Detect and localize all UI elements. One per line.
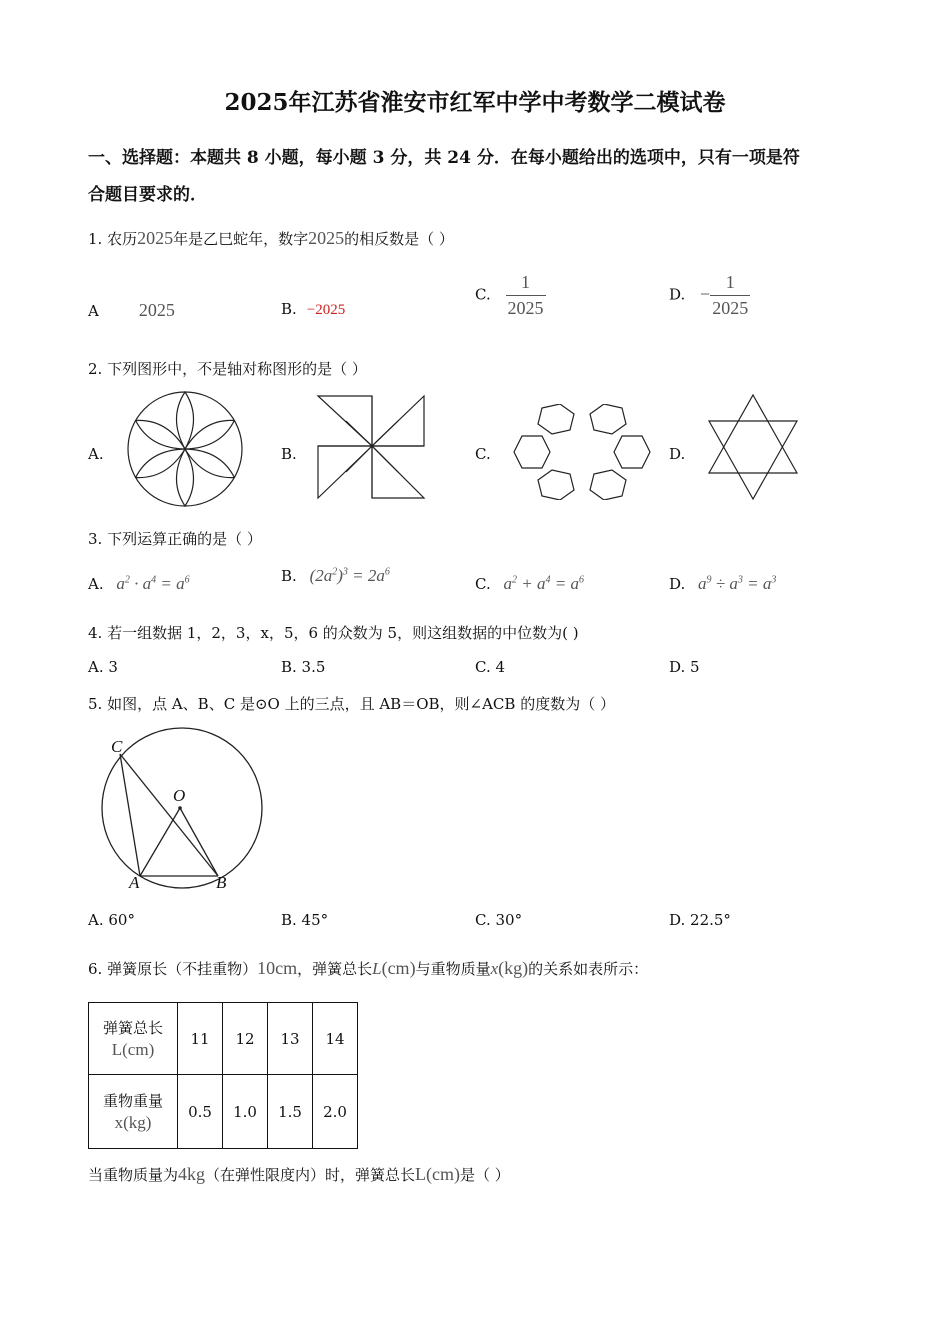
q2-option-c-label: C.: [475, 445, 491, 463]
question-6-follow-up: 当重物质量为4kg（在弹性限度内）时，弹簧总长L(cm)是（ ）: [88, 1164, 510, 1184]
q4-option-c: C. 4: [475, 658, 506, 676]
q1-option-c: C. $\frac{1}{2025}$: [475, 272, 544, 318]
circle-triangle-figure: [96, 726, 276, 894]
q5-option-c: C. 30°: [475, 911, 523, 929]
table-row: [89, 1003, 358, 1075]
table-cell: 0.5: [178, 1075, 223, 1149]
q2-option-b-label: B.: [281, 445, 297, 463]
question-5-stem: 5. 如图，点 A、B、C 是⊙O 上的三点，且 AB＝OB，则∠ACB 的度数为（ ）: [88, 695, 615, 713]
question-2-stem: 2. 下列图形中，不是轴对称图形的是（ ）: [88, 360, 367, 378]
six-point-star-figure: [705, 393, 801, 501]
q3-option-d: D. $a^9 \div a^3 = a^3$: [669, 574, 777, 593]
row-header-mass: 重物重量 x(kg): [89, 1075, 178, 1149]
page-title: 2025年江苏省淮安市红军中学中考数学二模试卷: [224, 89, 726, 116]
q5-option-b: B. 45°: [281, 911, 329, 929]
question-6-stem: 6. 弹簧原长（不挂重物）10cm，弹簧总长L(cm)与重物质量x(kg)的关系如表所示：: [88, 958, 649, 978]
q4-option-a: A. 3: [88, 658, 118, 676]
label-point-o: O: [173, 786, 186, 805]
flower-circle-figure: [124, 388, 246, 510]
label-point-a: A: [129, 873, 140, 892]
table-cell: 1.0: [223, 1075, 268, 1149]
pinwheel-figure: [316, 394, 428, 500]
q2-option-a-label: A.: [88, 445, 104, 463]
question-4-stem: 4. 若一组数据 1，2，3，x，5，6 的众数为 5，则这组数据的中位数为( ): [88, 624, 579, 642]
q1-option-a: A 2025: [88, 300, 175, 320]
q3-option-c: C. $a^2 + a^4 = a^6$: [475, 574, 584, 593]
question-1-stem: 1. 农历2025年是乙巳蛇年，数字2025的相反数是（ ）: [88, 228, 454, 248]
table-cell: 1.5: [268, 1075, 313, 1149]
q1-option-b: B. −2025: [281, 300, 346, 318]
q3-option-b: B. $(2a^2)^3 = 2a^6$: [281, 566, 390, 585]
section-heading-line2: 合题目要求的．: [88, 185, 207, 205]
section-heading-line1: 一、选择题：本题共 8 小题，每小题 3 分，共 24 分．在每小题给出的选项中，只有一项是符: [88, 148, 800, 168]
label-point-c: C: [111, 737, 123, 756]
q5-option-d: D. 22.5°: [669, 911, 731, 929]
q2-option-d-label: D.: [669, 445, 686, 463]
q4-option-d: D. 5: [669, 658, 700, 676]
table-cell: 12: [223, 1003, 268, 1075]
q5-option-a: A. 60°: [88, 911, 135, 929]
hexagon-ring-figure: [512, 404, 652, 500]
table-cell: 13: [268, 1003, 313, 1075]
question-3-stem: 3. 下列运算正确的是（ ）: [88, 530, 262, 548]
label-point-b: B: [216, 873, 227, 892]
q4-option-b: B. 3.5: [281, 658, 326, 676]
table-row: [89, 1075, 358, 1149]
q3-option-a: A. $a^2 \cdot a^4 = a^6$: [88, 574, 190, 593]
table-cell: 2.0: [313, 1075, 358, 1149]
row-header-length: 弹簧总长 L(cm): [89, 1003, 178, 1075]
spring-data-table: [88, 1002, 358, 1149]
q1-option-d: D. − $\frac{1}{2025}$: [669, 272, 749, 318]
table-cell: 11: [178, 1003, 223, 1075]
table-cell: 14: [313, 1003, 358, 1075]
